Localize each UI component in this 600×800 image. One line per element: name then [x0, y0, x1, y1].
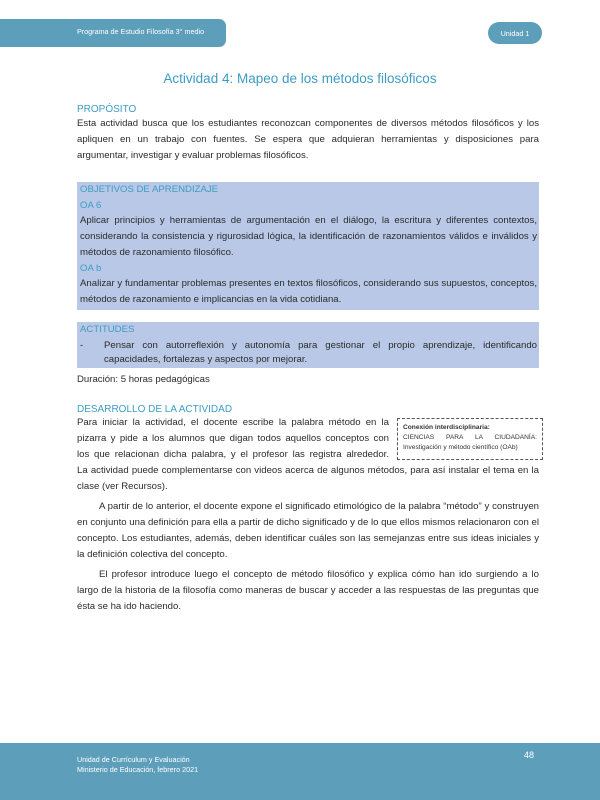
development-intro	[77, 415, 389, 463]
interdisciplinary-subject: CIENCIAS PARA LA CIUDADANÍA:	[403, 434, 537, 441]
objective-code: OA b	[80, 263, 102, 274]
footer-credits	[77, 755, 198, 775]
page-number: 48	[524, 750, 535, 760]
intro-line: los que relacionan dicha palabra, y el profesor las registra alrededor.	[77, 449, 389, 460]
attitude-text: Pensar con autorreflexión y autonomía para gestionar el propio aprendizaje, identificando capacidades, fortalezas y aspectos por mejorar.	[104, 340, 537, 365]
attitudes-box	[77, 322, 539, 368]
attitude-item	[80, 339, 537, 367]
purpose-section	[77, 104, 539, 164]
objective-code: OA 6	[80, 200, 102, 211]
footer-ministry: Ministerio de Educación, febrero 2021	[77, 765, 199, 774]
objectives-box	[77, 182, 539, 310]
interdisciplinary-connection-box	[397, 418, 543, 460]
development-paragraph: El profesor introduce luego el concepto de método filosófico y explica cómo han ido surgiendo a lo largo de la historia de la filosofía como maneras de buscar y acceder a las respuestas de las preguntas que ésta se ha ido haciendo.	[77, 569, 539, 612]
development-paragraph: A partir de lo anterior, el docente expone el significado etimológico de la palabra “método” y construyen en conjunto una definición para ella a partir de dicho significado y de lo que ellos mismos relacionaron con el concepto. Los estudiantes, además, deben identificar cuáles son las semejanzas entre sus ideas iniciales y la definición colectiva del concepto.	[77, 501, 539, 560]
activity-title: Actividad 4: Mapeo de los métodos filosóficos	[163, 71, 437, 86]
unit-badge: Unidad 1	[488, 22, 542, 44]
intro-line: Para iniciar la actividad, el docente escribe la palabra método en la	[77, 417, 389, 428]
attitudes-heading: ACTITUDES	[80, 324, 135, 335]
footer-unit: Unidad de Currículum y Evaluación	[77, 755, 190, 764]
objective-text: Analizar y fundamentar problemas presentes en textos filosóficos, considerando sus supuestos, conceptos, métodos de razonamiento e implicancias en la vida cotidiana.	[80, 278, 537, 305]
interdisciplinary-topic: Investigación y método científico (OAb)	[403, 444, 518, 451]
purpose-text: Esta actividad busca que los estudiantes reconozcan componentes de diversos métodos filosóficos y los apliquen en un trabajo con fuentes. Se espera que adquieran herramientas y disposiciones para argumentar, investigar y evaluar problemas filosóficos.	[77, 118, 539, 161]
development-heading: DESARROLLO DE LA ACTIVIDAD	[77, 404, 233, 415]
objectives-heading: OBJETIVOS DE APRENDIZAJE	[80, 184, 219, 195]
duration-text: Duración: 5 horas pedagógicas	[77, 374, 210, 385]
bullet-dash: -	[80, 340, 84, 351]
purpose-heading: PROPÓSITO	[77, 104, 137, 115]
duration	[77, 372, 539, 388]
program-title: Programa de Estudio Filosofía 3° medio	[77, 27, 205, 36]
objective-text: Aplicar principios y herramientas de argumentación en el diálogo, la escritura y diferentes contextos, considerando la consistencia y rigurosidad lógica, la identificación de razonamientos válidos e inválidos y métodos de razonamiento filosófico.	[80, 215, 537, 258]
intro-line: pizarra y pide a los alumnos que digan todos aquellos conceptos con	[77, 433, 389, 444]
intro-continued: La actividad puede complementarse con videos acerca de algunos métodos, para así instalar el tema en la clase (ver Recursos).	[77, 465, 539, 492]
interdisciplinary-heading: Conexión interdisciplinaria:	[403, 424, 490, 431]
